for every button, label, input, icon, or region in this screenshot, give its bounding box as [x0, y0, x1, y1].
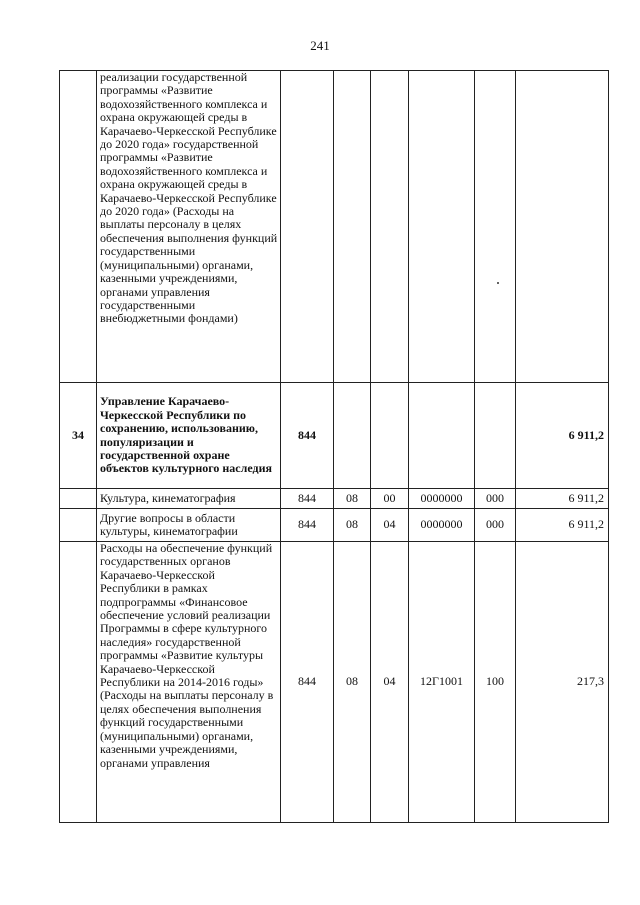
target-code-cell: 12Г1001 — [409, 542, 475, 823]
subsection-code-cell — [371, 383, 409, 489]
row-number-cell — [60, 489, 97, 509]
table-row — [60, 383, 609, 489]
description-cell: Другие вопросы в области культуры, кинематографии — [97, 509, 281, 542]
subsection-code-cell: 04 — [371, 509, 409, 542]
ministry-code-cell — [281, 71, 334, 383]
target-code-cell — [409, 383, 475, 489]
expense-type-cell: 000 — [475, 509, 516, 542]
section-code-cell: 08 — [334, 542, 371, 823]
subsection-code-cell — [371, 71, 409, 383]
amount-cell: 6 911,2 — [516, 383, 609, 489]
row-number-cell — [60, 71, 97, 383]
description-cell: Расходы на обеспечение функций государственных органов Карачаево-Черкесской Республики в рамках подпрограммы «Финансовое обеспечение условий реализации Программы в сфере культурного наследия» государственной программы «Развитие культуры Карачаево-Черкесской Республики на 2014-2016 годы» (Расходы на выплаты персоналу в целях обеспечения выполнения функций государственными (муниципальными) органами, казенными учреждениями, органами управления — [97, 542, 281, 823]
row-number-cell — [60, 542, 97, 823]
expense-type-cell — [475, 71, 516, 383]
amount-cell — [516, 71, 609, 383]
amount-cell: 217,3 — [516, 542, 609, 823]
subsection-code-cell: 04 — [371, 542, 409, 823]
expense-type-cell: 100 — [475, 542, 516, 823]
ministry-code-cell: 844 — [281, 489, 334, 509]
page-number: 241 — [310, 38, 330, 53]
scan-speck — [497, 282, 499, 284]
description-cell: Управление Карачаево-Черкесской Республики по сохранению, использованию, популяризации и государственной охране объектов культурного наследия — [97, 383, 281, 489]
target-code-cell — [409, 71, 475, 383]
expense-type-cell: 000 — [475, 489, 516, 509]
section-code-cell: 08 — [334, 509, 371, 542]
amount-cell: 6 911,2 — [516, 489, 609, 509]
ministry-code-cell: 844 — [281, 509, 334, 542]
description-cell: Культура, кинематография — [97, 489, 281, 509]
target-code-cell: 0000000 — [409, 509, 475, 542]
table-row — [60, 489, 609, 509]
table-row — [60, 71, 609, 383]
table-row — [60, 509, 609, 542]
description-cell: реализации государственной программы «Развитие водохозяйственного комплекса и охрана окружающей среды в Карачаево-Черкесской Республике до 2020 года» государственной программы «Развитие водохозяйственного комплекса и охрана окружающей среды в Карачаево-Черкесской Республике до 2020 года» (Расходы на выплаты персоналу в целях обеспечения выполнения функций государственными (муниципальными) органами, казенными учреждениями, органами управления государственными внебюджетными фондами) — [97, 71, 281, 383]
row-number-cell: 34 — [60, 383, 97, 489]
target-code-cell: 0000000 — [409, 489, 475, 509]
table-row — [60, 542, 609, 823]
ministry-code-cell: 844 — [281, 542, 334, 823]
amount-cell: 6 911,2 — [516, 509, 609, 542]
row-number-cell — [60, 509, 97, 542]
section-code-cell: 08 — [334, 489, 371, 509]
ministry-code-cell: 844 — [281, 383, 334, 489]
expense-type-cell — [475, 383, 516, 489]
section-code-cell — [334, 71, 371, 383]
section-code-cell — [334, 383, 371, 489]
budget-table — [59, 70, 609, 823]
subsection-code-cell: 00 — [371, 489, 409, 509]
